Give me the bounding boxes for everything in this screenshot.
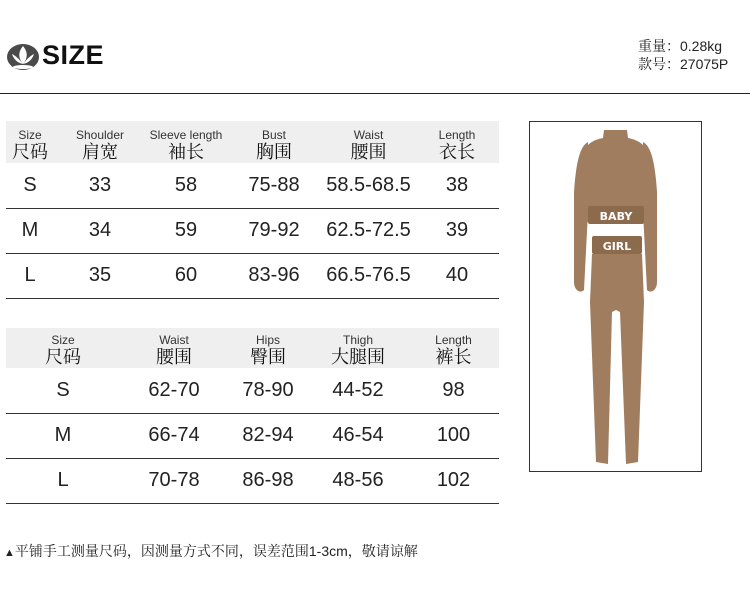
product-meta [638, 37, 728, 73]
table-cell: M [6, 413, 120, 458]
column-header: Size 尺码 [6, 328, 120, 368]
triangle-marker-icon: ▲ [4, 547, 15, 559]
column-header: Waist 腰围 [322, 121, 415, 163]
table-cell: 79-92 [226, 208, 322, 253]
top-print-text: BABY [599, 210, 633, 223]
table-cell: 62.5-72.5 [322, 208, 415, 253]
table-cell: L [6, 458, 120, 503]
table-row [6, 458, 499, 503]
page-header [0, 0, 750, 94]
table-cell: 58.5-68.5 [322, 163, 415, 208]
table-row [6, 163, 499, 208]
item-number-label: 款号：27075P [638, 56, 729, 72]
table-cell: 70-78 [120, 458, 228, 503]
leggings [590, 236, 644, 464]
table-cell: 48-56 [308, 458, 408, 503]
column-header: Length 裤长 [408, 328, 499, 368]
table-cell: 100 [408, 413, 499, 458]
lotus-logo-icon [6, 40, 40, 72]
table-cell: 98 [408, 368, 499, 413]
table-cell: 39 [415, 208, 499, 253]
table-header-row [6, 328, 499, 368]
column-header: Waist 腰围 [120, 328, 228, 368]
page-title: SIZE [42, 40, 105, 70]
table-row [6, 368, 499, 413]
bottom-size-table [6, 328, 499, 504]
waistband-print-text: GIRL [602, 240, 632, 253]
table-cell: 46-54 [308, 413, 408, 458]
table-cell: 60 [146, 253, 226, 298]
table-cell: 82-94 [228, 413, 308, 458]
table-cell: 66-74 [120, 413, 228, 458]
table-cell: S [6, 368, 120, 413]
table-cell: 44-52 [308, 368, 408, 413]
column-header: Hips 臀围 [228, 328, 308, 368]
table-cell: 66.5-76.5 [322, 253, 415, 298]
table-cell: 86-98 [228, 458, 308, 503]
column-header: Length 衣长 [415, 121, 499, 163]
product-photo [529, 121, 702, 472]
table-cell: 40 [415, 253, 499, 298]
table-cell: 38 [415, 163, 499, 208]
table-cell: 78-90 [228, 368, 308, 413]
table-cell: 35 [54, 253, 146, 298]
table-cell: 33 [54, 163, 146, 208]
column-header: Size 尺码 [6, 121, 54, 163]
table-cell: 34 [54, 208, 146, 253]
column-header: Thigh 大腿围 [308, 328, 408, 368]
column-header: Shoulder 肩宽 [54, 121, 146, 163]
table-cell: 59 [146, 208, 226, 253]
table-cell: 58 [146, 163, 226, 208]
garment-illustration [530, 122, 701, 471]
table-cell: L [6, 253, 54, 298]
table-row [6, 253, 499, 298]
table-row [6, 208, 499, 253]
table-cell: 83-96 [226, 253, 322, 298]
footnote-text: 平铺手工测量尺码，因测量方式不同，误差范围1-3cm，敬请谅解 [14, 543, 418, 559]
measurement-footnote [4, 541, 418, 561]
table-cell: 75-88 [226, 163, 322, 208]
table-cell: M [6, 208, 54, 253]
top-size-table [6, 121, 499, 299]
table-cell: 62-70 [120, 368, 228, 413]
column-header: Bust 胸围 [226, 121, 322, 163]
weight-label: 重量：0.28kg [638, 38, 723, 54]
table-cell: S [6, 163, 54, 208]
header-divider [0, 93, 750, 94]
table-row [6, 413, 499, 458]
table-header-row [6, 121, 499, 163]
table-cell: 102 [408, 458, 499, 503]
column-header: Sleeve length 袖长 [146, 121, 226, 163]
